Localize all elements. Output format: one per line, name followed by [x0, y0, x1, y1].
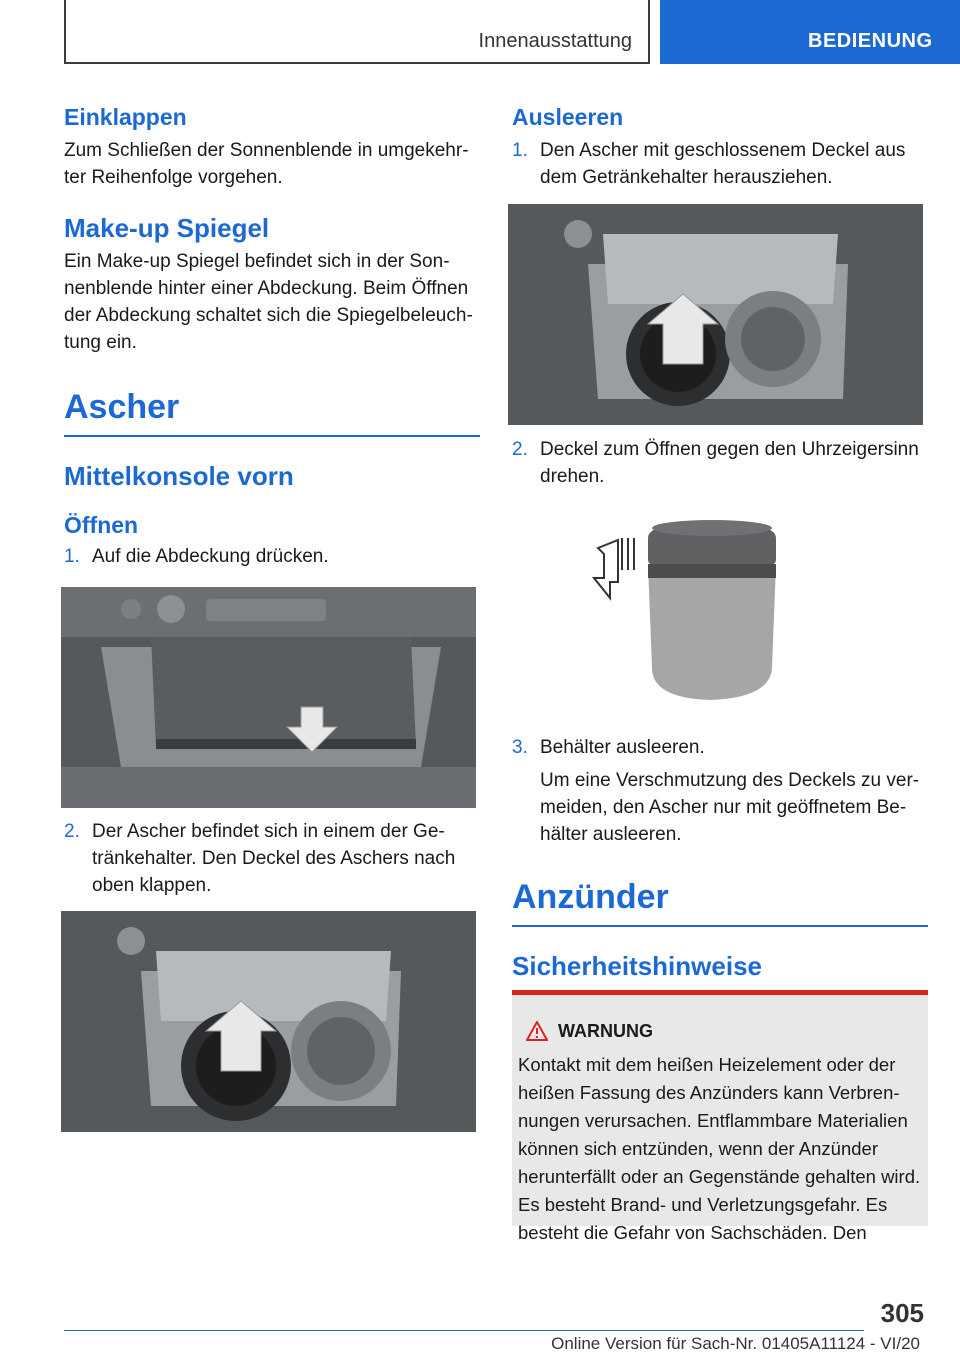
anzuender-rule — [512, 925, 928, 927]
ashtray-rotate-diagram — [590, 518, 790, 704]
header-chapter-tab — [660, 0, 960, 64]
photo-ashtray-cupholder — [61, 911, 476, 1132]
warning-label: WARNUNG — [558, 1021, 653, 1041]
page-number: 305 — [880, 1298, 924, 1328]
heading-sicherheit: Sicherheitshinweise — [512, 951, 762, 981]
header-section-box — [64, 0, 650, 64]
photo-console-cover — [61, 587, 476, 808]
ashtray-cupholder-illustration — [61, 911, 476, 1132]
left-step-1 — [64, 543, 480, 570]
footer-online-version: Online Version für Sach-Nr. 01405A11124 - VI/20 — [551, 1334, 920, 1353]
step-text: Der Ascher befindet sich in einem der Getränkehalter. Den Deckel des Aschers nach oben klappen. — [92, 821, 456, 896]
left-column-lower — [64, 818, 480, 899]
left-column — [64, 104, 480, 570]
step-text: Den Ascher mit geschlossenem Deckel aus dem Getränkehalter herausziehen. — [540, 140, 906, 188]
step-text: Auf die Abdeckung drücken. — [92, 546, 329, 567]
photo-ashtray-pull — [508, 204, 923, 425]
right-step-1 — [512, 137, 928, 191]
step-number: 1. — [512, 140, 528, 161]
ascher-rule — [64, 435, 480, 437]
header-chapter-title: BEDIENUNG — [808, 30, 933, 52]
ashtray-pull-illustration — [508, 204, 923, 425]
right-step-3 — [512, 734, 928, 761]
right-column-step3 — [512, 734, 928, 982]
step-text: Deckel zum Öffnen gegen den Uhrzeigersinn drehen. — [540, 439, 919, 487]
heading-einklappen: Einklappen — [64, 104, 187, 130]
heading-anzuender: Anzünder — [512, 878, 669, 916]
heading-ausleeren: Ausleeren — [512, 104, 624, 130]
warning-icon — [526, 1021, 548, 1046]
heading-makeup: Make-up Spiegel — [64, 213, 270, 243]
ashtray-container-illustration — [590, 518, 790, 704]
right-column — [512, 104, 928, 191]
warning-text: Kontakt mit dem heißen Heizelement oder der heißen Fassung des Anzünders kann Verbrennungen verursachen. Entflammbare Materialien können sich entzünden, wenn der Anzünder herunterfällt oder an Gegenstände gehalten wird. Es besteht Brand- und Verletzungsgefahr. Es besteht die Gefahr von Sachschäden. Den — [518, 1054, 921, 1243]
right-step-2 — [512, 436, 928, 490]
heading-oeffnen: Öffnen — [64, 512, 139, 538]
step-number: 2. — [512, 439, 528, 460]
heading-mittelkonsole: Mittelkonsole vorn — [64, 461, 294, 491]
left-step-2 — [64, 818, 480, 899]
header-section-title: Innenausstattung — [478, 30, 632, 52]
makeup-text: Ein Make-up Spiegel befindet sich in der Sonnenblende hinter einer Abdeckung. Beim Öffnen der Abdeckung schaltet sich die Spiegelbeleuchtung ein. — [64, 251, 473, 353]
step-number: 2. — [64, 821, 80, 842]
step-number: 3. — [512, 737, 528, 758]
warning-box — [512, 990, 928, 1243]
right-column-step2 — [512, 436, 928, 490]
console-cover-illustration — [61, 587, 476, 808]
step-3-note: Um eine Verschmutzung des Deckels zu vermeiden, den Ascher nur mit geöffnetem Behälter ausleeren. — [540, 770, 920, 845]
step-text: Behälter ausleeren. — [540, 737, 705, 758]
step-number: 1. — [64, 546, 80, 567]
footer-rule — [64, 1330, 864, 1331]
heading-ascher: Ascher — [64, 388, 180, 426]
einklappen-text: Zum Schließen der Sonnenblende in umgekehrter Reihenfolge vorgehen. — [64, 140, 469, 188]
